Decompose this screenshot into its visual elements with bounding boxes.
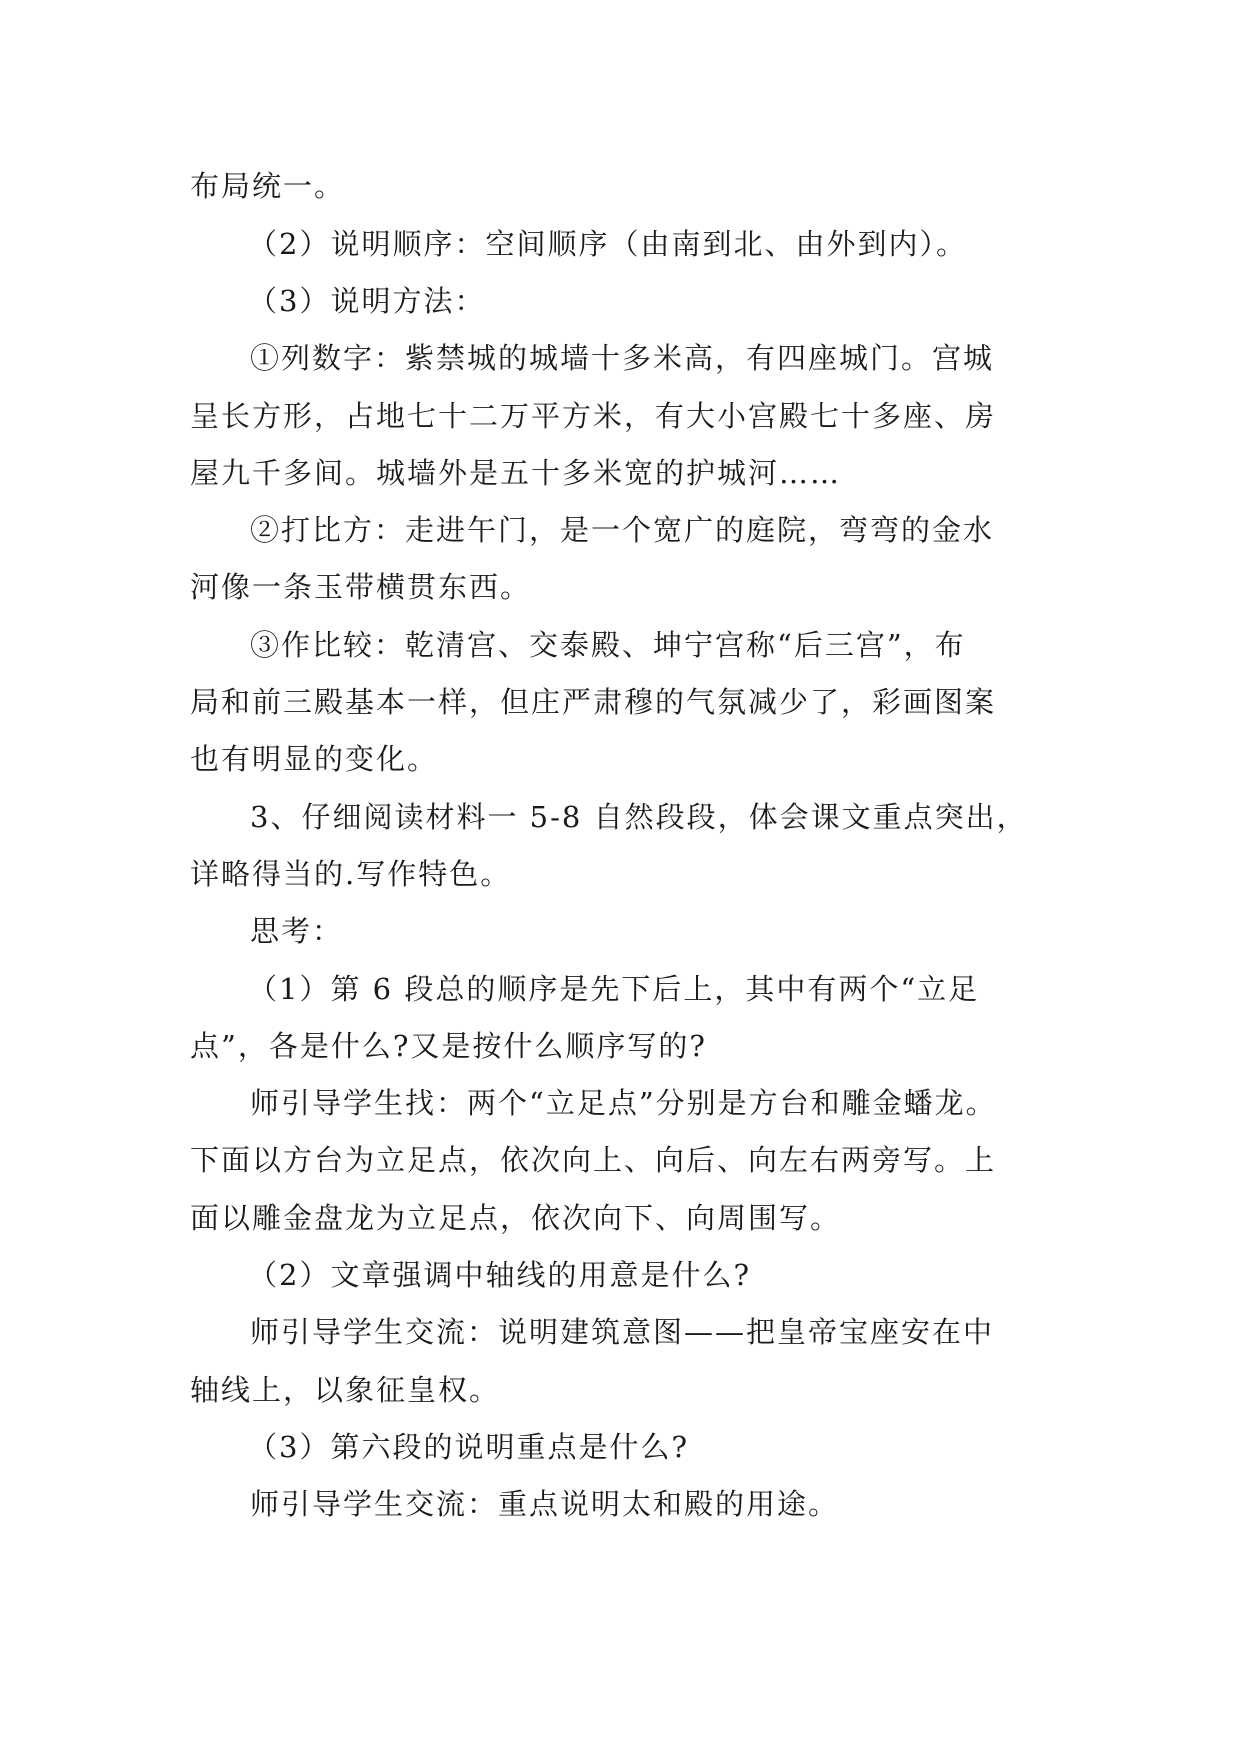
- text-line: 3、仔细阅读材料一 5-8 自然段段，体会课文重点突出，: [250, 800, 1028, 834]
- text-line: 面以雕金盘龙为立足点，依次向下、向周围写。: [190, 1201, 842, 1235]
- text-line: 下面以方台为立足点，依次向上、向后、向左右两旁写。上: [190, 1143, 997, 1177]
- text-line: （1）第 6 段总的顺序是先下后上，其中有两个“立足: [248, 972, 980, 1006]
- text-line: 也有明显的变化。: [190, 742, 439, 776]
- text-line: 详略得当的.写作特色。: [190, 857, 512, 891]
- text-line: （2）文章强调中轴线的用意是什么?: [248, 1258, 751, 1292]
- text-line: 点”，各是什么?又是按什么顺序写的?: [190, 1029, 707, 1063]
- text-line: ②打比方：走进午门，是一个宽广的庭院，弯弯的金水: [250, 513, 995, 547]
- text-line: 师引导学生找：两个“立足点”分别是方台和雕金蟠龙。: [250, 1086, 997, 1120]
- text-line: 思考：: [250, 914, 344, 948]
- text-line: 布局统一。: [190, 169, 346, 203]
- text-line: 轴线上，以象征皇权。: [190, 1373, 501, 1407]
- text-line: 局和前三殿基本一样，但庄严肃穆的气氛减少了，彩画图案: [190, 685, 997, 719]
- text-line: 屋九千多间。城墙外是五十多米宽的护城河……: [190, 456, 842, 490]
- text-line: 河像一条玉带横贯东西。: [190, 570, 532, 604]
- text-line: 呈长方形，占地七十二万平方米，有大小宫殿七十多座、房: [190, 399, 997, 433]
- text-line: 师引导学生交流：重点说明太和殿的用途。: [250, 1487, 840, 1521]
- text-line: 师引导学生交流：说明建筑意图——把皇帝宝座安在中: [250, 1315, 995, 1349]
- text-line: （3）第六段的说明重点是什么?: [248, 1430, 689, 1464]
- text-line: ③作比较：乾清宫、交泰殿、坤宁宫称“后三宫”，布: [250, 628, 966, 662]
- text-line: （3）说明方法：: [248, 284, 486, 318]
- text-line: （2）说明顺序：空间顺序（由南到北、由外到内）。: [248, 227, 967, 261]
- text-line: ①列数字：紫禁城的城墙十多米高，有四座城门。宫城: [250, 341, 995, 375]
